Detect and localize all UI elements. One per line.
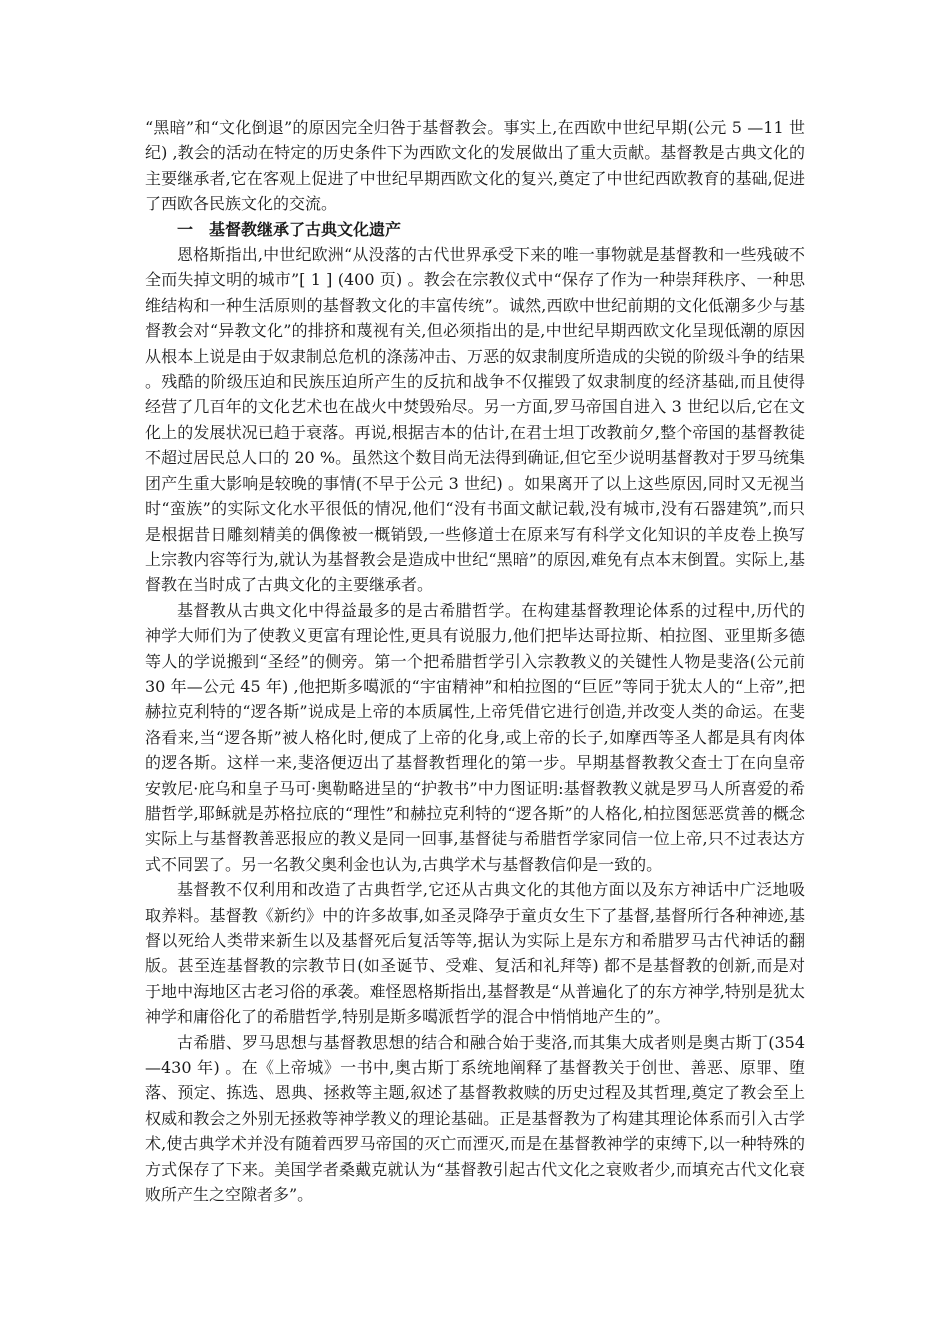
section-heading: 一 基督教继承了古典文化遗产 [177, 219, 402, 239]
body-paragraph-3: 基督教不仅利用和改造了古典哲学,它还从古典文化的其他方面以及东方神话中广泛地吸取养料。基督教《新约》中的许多故事,如圣灵降孕于童贞女生下了基督,基督所行各种神迹,基督以死给人类带来新生以及基督死后复活等等,据认为实际上是东方和希腊罗马古代神话的翻版。甚至连基督教的宗教节日(如圣诞节、受难、复活和礼拜等) 都不是基督教的创新,而是对于地中海地区古老习俗的承袭。难怪恩格斯指出,基督教是“从普遍化了的东方神学,特别是犹太神学和庸俗化了的希腊哲学,特别是斯多噶派哲学的混合中悄悄地产生的”。 [145, 880, 805, 1027]
body-paragraph-1: 恩格斯指出,中世纪欧洲“从没落的古代世界承受下来的唯一事物就是基督教和一些残破不全而失掉文明的城市”[ 1 ] (400 页) 。教会在宗教仪式中“保存了作为一种崇拜秩序、一种思维结构和一种生活原则的基督教文化的丰富传统”。诚然,西欧中世纪前期的文化低潮多少与基督教会对“异教文化”的排挤和蔑视有关,但必须指出的是,中世纪早期西欧文化呈现低潮的原因从根本上说是由于奴隶制总危机的涤荡冲击、万恶的奴隶制度所造成的尖锐的阶级斗争的结果。残酷的阶级压迫和民族压迫所产生的反抗和战争不仅摧毁了奴隶制度的经济基础,而且使得经营了几百年的文化艺术也在战火中焚毁殆尽。另一方面,罗马帝国自进入 3 世纪以后,它在文化上的发展状况已趋于衰落。再说,根据吉本的估计,在君士坦丁改教前夕,整个帝国的基督教徒不超过居民总人口的 20 %。虽然这个数目尚无法得到确证,但它至少说明基督教对于罗马统集团产生重大影响是较晚的事情(不早于公元 3 世纪) 。如果离开了以上这些原因,同时又无视当时“蛮族”的实际文化水平很低的情况,他们“没有书面文献记载,没有城市,没有石器建筑”,而只是根据昔日雕刻精美的偶像被一概销毁,一些修道士在原来写有科学文化知识的羊皮卷上换写上宗教内容等行为,就认为基督教会是造成中世纪“黑暗”的原因,难免有点本末倒置。实际上,基督教在当时成了古典文化的主要继承者。 [145, 245, 805, 595]
body-paragraph-2: 基督教从古典文化中得益最多的是古希腊哲学。在构建基督教理论体系的过程中,历代的神学大师们为了使教义更富有理论性,更具有说服力,他们把毕达哥拉斯、柏拉图、亚里斯多德等人的学说搬到“圣经”的侧旁。第一个把希腊哲学引入宗教教义的关键性人物是斐洛(公元前 30 年—公元 45 年) ,他把斯多噶派的“宇宙精神”和柏拉图的“巨匠”等同于犹太人的“上帝”,把赫拉克利特的“逻各斯”说成是上帝的本质属性,上帝凭借它进行创造,并改变人类的命运。在斐洛看来,当“逻各斯”被人格化时,便成了上帝的化身,或上帝的长子,如摩西等圣人都是具有肉体的逻各斯。这样一来,斐洛便迈出了基督教哲理化的第一步。早期基督教教父查士丁在向皇帝安敦尼·庇乌和皇子马可·奥勒略进呈的“护教书”中力图证明:基督教教义就是罗马人所喜爱的希腊哲学,耶稣就是苏格拉底的“理性”和赫拉克利特的“逻各斯”的人格化,柏拉图惩恶赏善的概念实际上与基督教善恶报应的教义是同一回事,基督徒与希腊哲学家同信一位上帝,只不过表达方式不同罢了。另一名教父奥利金也认为,古典学术与基督教信仰是一致的。 [145, 600, 805, 874]
intro-paragraph: “黑暗”和“文化倒退”的原因完全归咎于基督教会。事实上,在西欧中世纪早期(公元 5 —11 世纪) ,教会的活动在特定的历史条件下为西欧文化的发展做出了重大贡献。基督教是古典文化的主要继承者,它在客观上促进了中世纪早期西欧文化的复兴,奠定了中世纪西欧教育的基础,促进了西欧各民族文化的交流。 [145, 118, 805, 214]
body-paragraph-4: 古希腊、罗马思想与基督教思想的结合和融合始于斐洛,而其集大成者则是奥古斯丁(354 —430 年) 。在《上帝城》一书中,奥古斯丁系统地阐释了基督教关于创世、善恶、原罪、堕落、预定、拣选、恩典、拯救等主题,叙述了基督教救赎的历史过程及其哲理,奠定了教会至上权威和教会之外别无拯救等神学教义的理论基础。正是基督教为了构建其理论体系而引入古学术,使古典学术并没有随着西罗马帝国的灭亡而湮灭,而是在基督教神学的束缚下,以一种特殊的方式保存了下来。美国学者桑戴克就认为“基督教引起古代文化之衰败者少,而填充古代文化衰败所产生之空隙者多”。 [145, 1032, 805, 1205]
document-page [145, 115, 805, 1207]
